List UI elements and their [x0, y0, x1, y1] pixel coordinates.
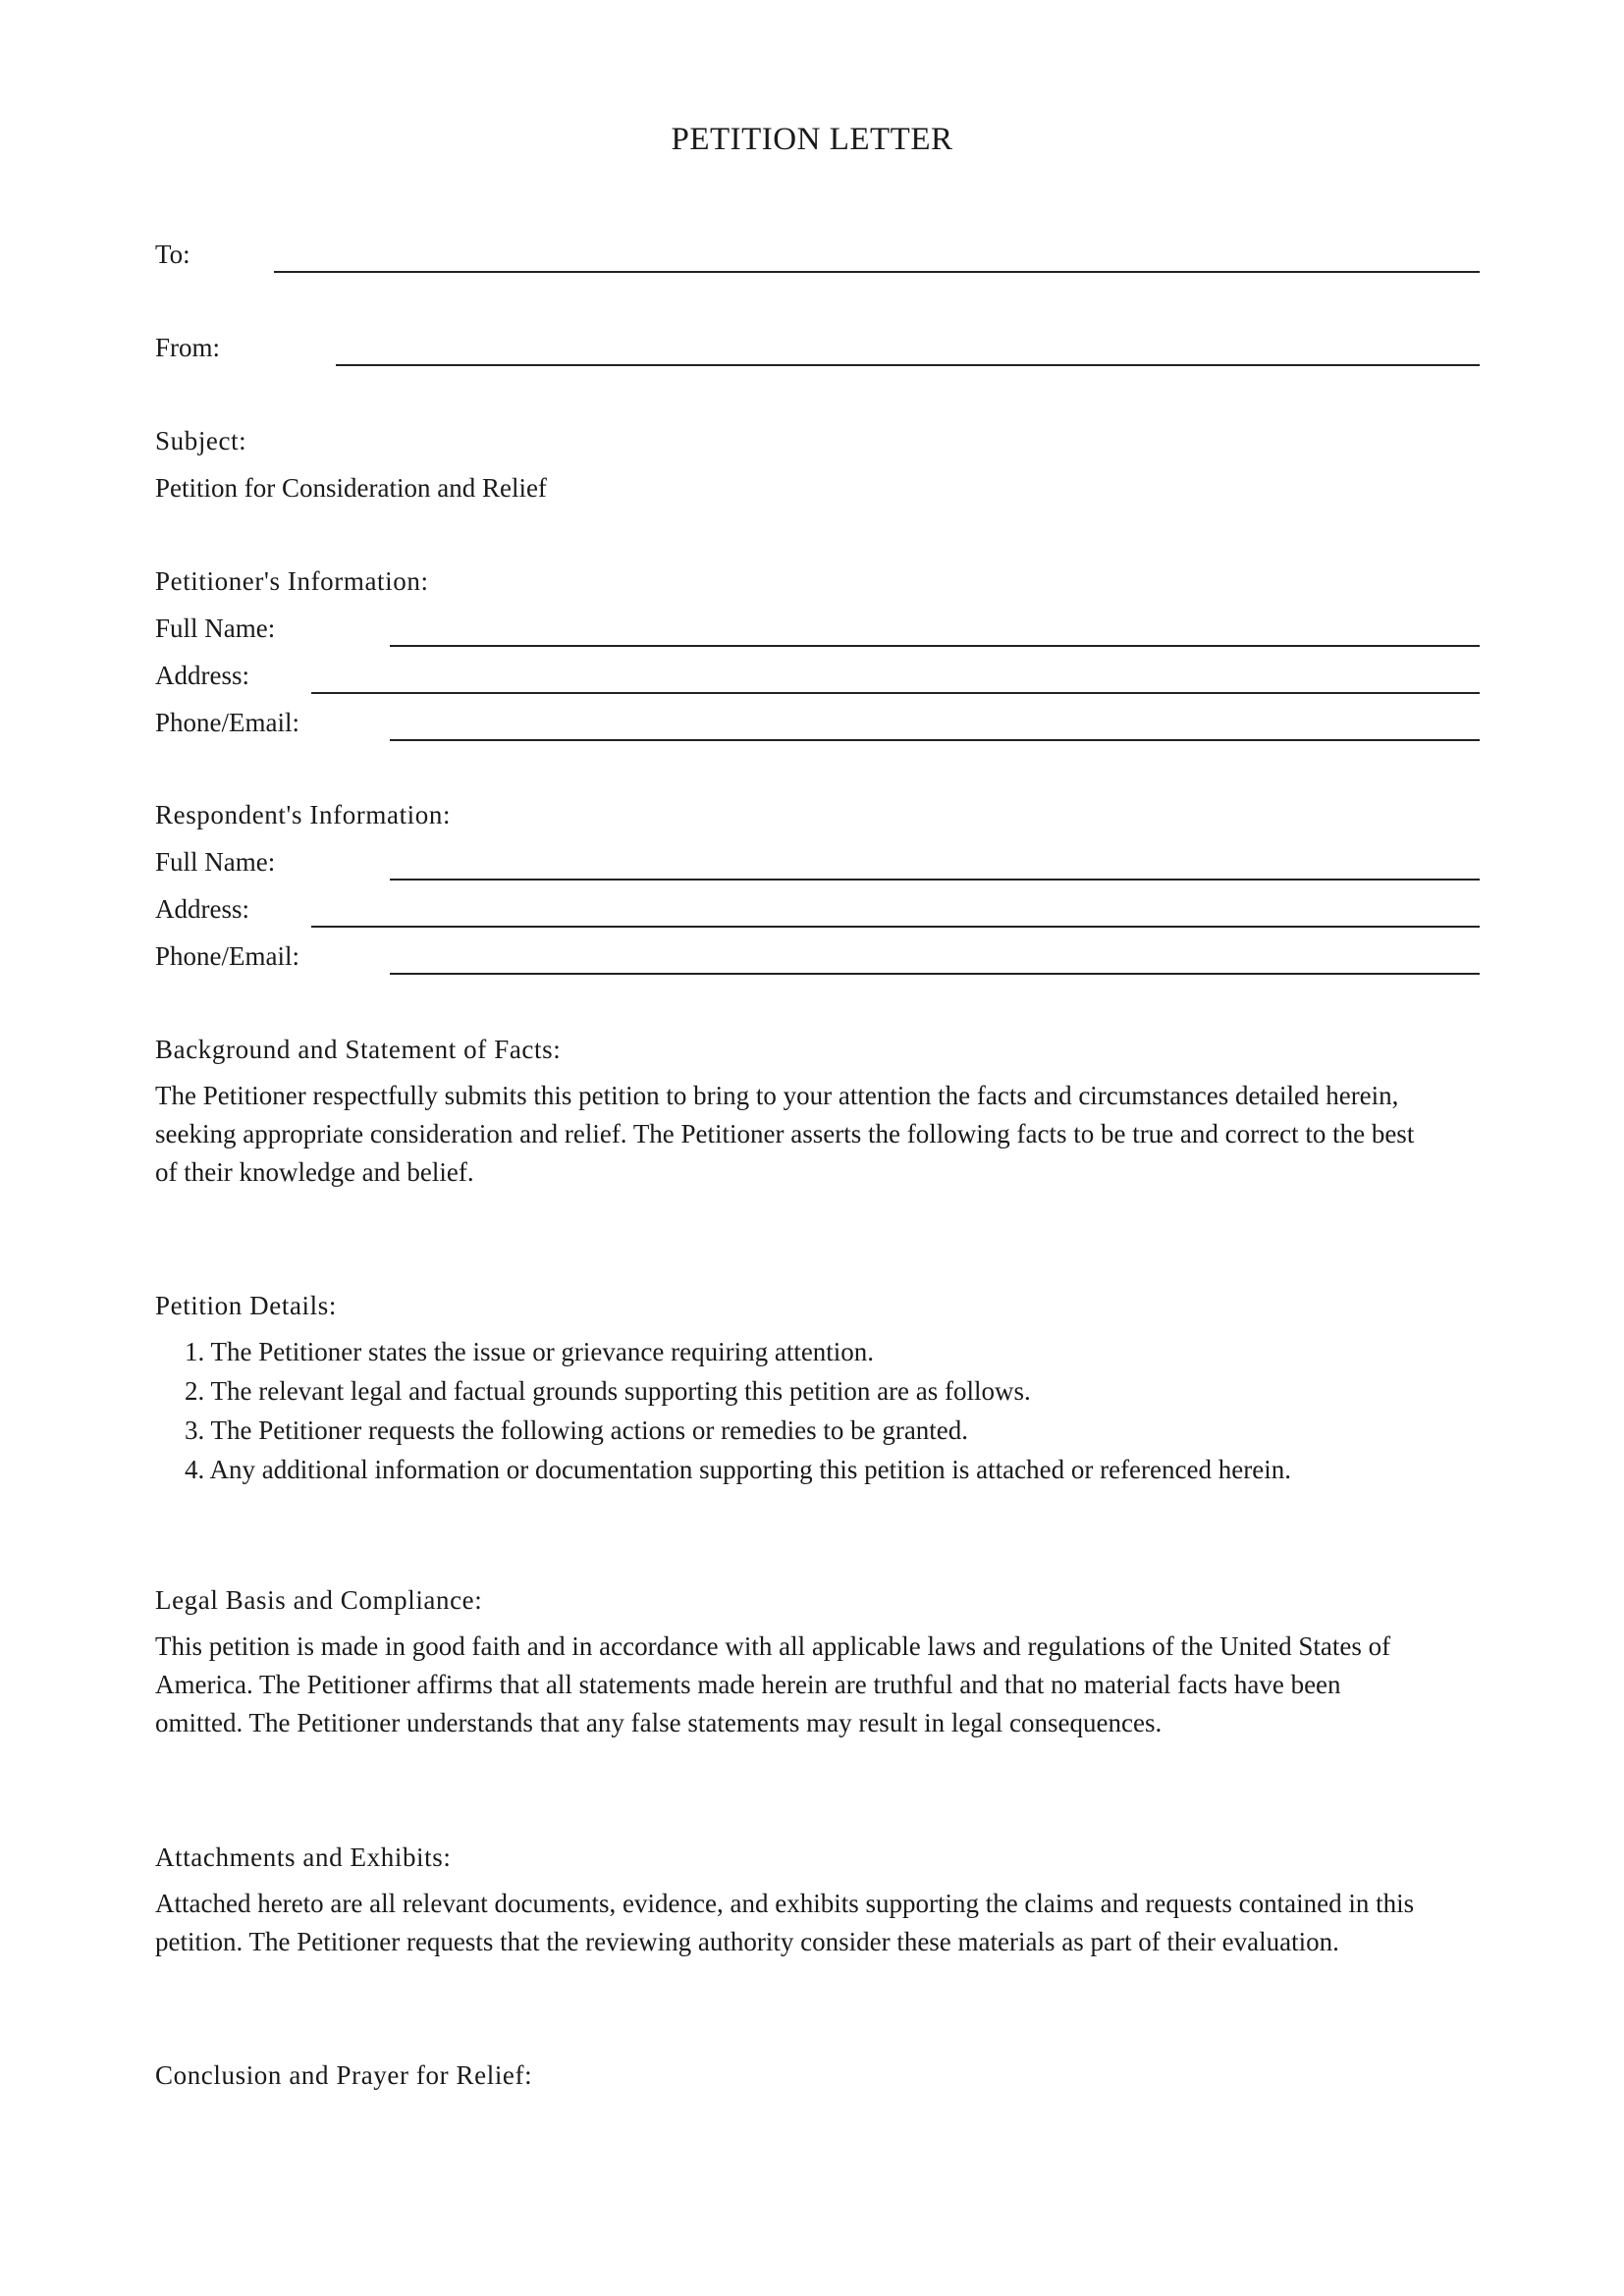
respondent-heading: Respondent's Information: — [155, 800, 452, 829]
attachments-paragraph — [155, 1885, 1481, 1961]
subject-value: Petition for Consideration and Relief — [155, 473, 547, 503]
legal-line: This petition is made in good faith and in accordance with all applicable laws and regulations of the United States of — [155, 1631, 1391, 1661]
list-item: 4. Any additional information or documentation supporting this petition is attached or referenced herein. — [185, 1455, 1291, 1484]
document-title: PETITION LETTER — [671, 122, 953, 157]
background-line: seeking appropriate consideration and relief. The Petitioner asserts the following facts to be true and correct to the best — [155, 1119, 1415, 1148]
list-item: 1. The Petitioner states the issue or grievance requiring attention. — [185, 1337, 875, 1366]
respondent-contact-field[interactable] — [390, 973, 1480, 975]
conclusion-heading: Conclusion and Prayer for Relief: — [155, 2060, 533, 2090]
respondent-address-label: Address: — [155, 894, 249, 924]
legal-line: omitted. The Petitioner understands that any false statements may result in legal consequences. — [155, 1708, 1163, 1737]
petitioner-address-field[interactable] — [311, 692, 1480, 694]
from-label: From: — [155, 333, 221, 362]
background-heading: Background and Statement of Facts: — [155, 1035, 562, 1064]
respondent-address-field[interactable] — [311, 926, 1480, 928]
legal-paragraph — [155, 1628, 1481, 1742]
attachments-heading: Attachments and Exhibits: — [155, 1842, 452, 1872]
attachments-line: petition. The Petitioner requests that the reviewing authority consider these materials as part of their evaluation. — [155, 1927, 1339, 1956]
details-list — [185, 1332, 1291, 1489]
background-line: of their knowledge and belief. — [155, 1157, 474, 1187]
list-item: 2. The relevant legal and factual grounds supporting this petition are as follows. — [185, 1376, 1031, 1406]
background-paragraph — [155, 1077, 1481, 1192]
background-line: The Petitioner respectfully submits this petition to bring to your attention the facts and circumstances detailed herein, — [155, 1081, 1399, 1110]
details-heading: Petition Details: — [155, 1291, 337, 1320]
legal-heading: Legal Basis and Compliance: — [155, 1585, 483, 1615]
respondent-full-name-field[interactable] — [390, 879, 1480, 881]
to-label: To: — [155, 240, 190, 269]
petitioner-full-name-label: Full Name: — [155, 614, 276, 643]
petitioner-contact-field[interactable] — [390, 739, 1480, 741]
petitioner-address-label: Address: — [155, 661, 249, 690]
respondent-contact-label: Phone/Email: — [155, 941, 299, 971]
subject-label: Subject: — [155, 426, 247, 455]
list-item: 3. The Petitioner requests the following actions or remedies to be granted. — [185, 1415, 969, 1445]
from-field[interactable] — [336, 364, 1480, 366]
petitioner-contact-label: Phone/Email: — [155, 708, 299, 737]
petitioner-full-name-field[interactable] — [390, 645, 1480, 647]
to-field[interactable] — [274, 271, 1480, 273]
respondent-full-name-label: Full Name: — [155, 847, 276, 877]
attachments-line: Attached hereto are all relevant documents, evidence, and exhibits supporting the claims and requests contained in this — [155, 1889, 1415, 1918]
petitioner-heading: Petitioner's Information: — [155, 566, 429, 596]
legal-line: America. The Petitioner affirms that all statements made herein are truthful and that no material facts have been — [155, 1670, 1341, 1699]
